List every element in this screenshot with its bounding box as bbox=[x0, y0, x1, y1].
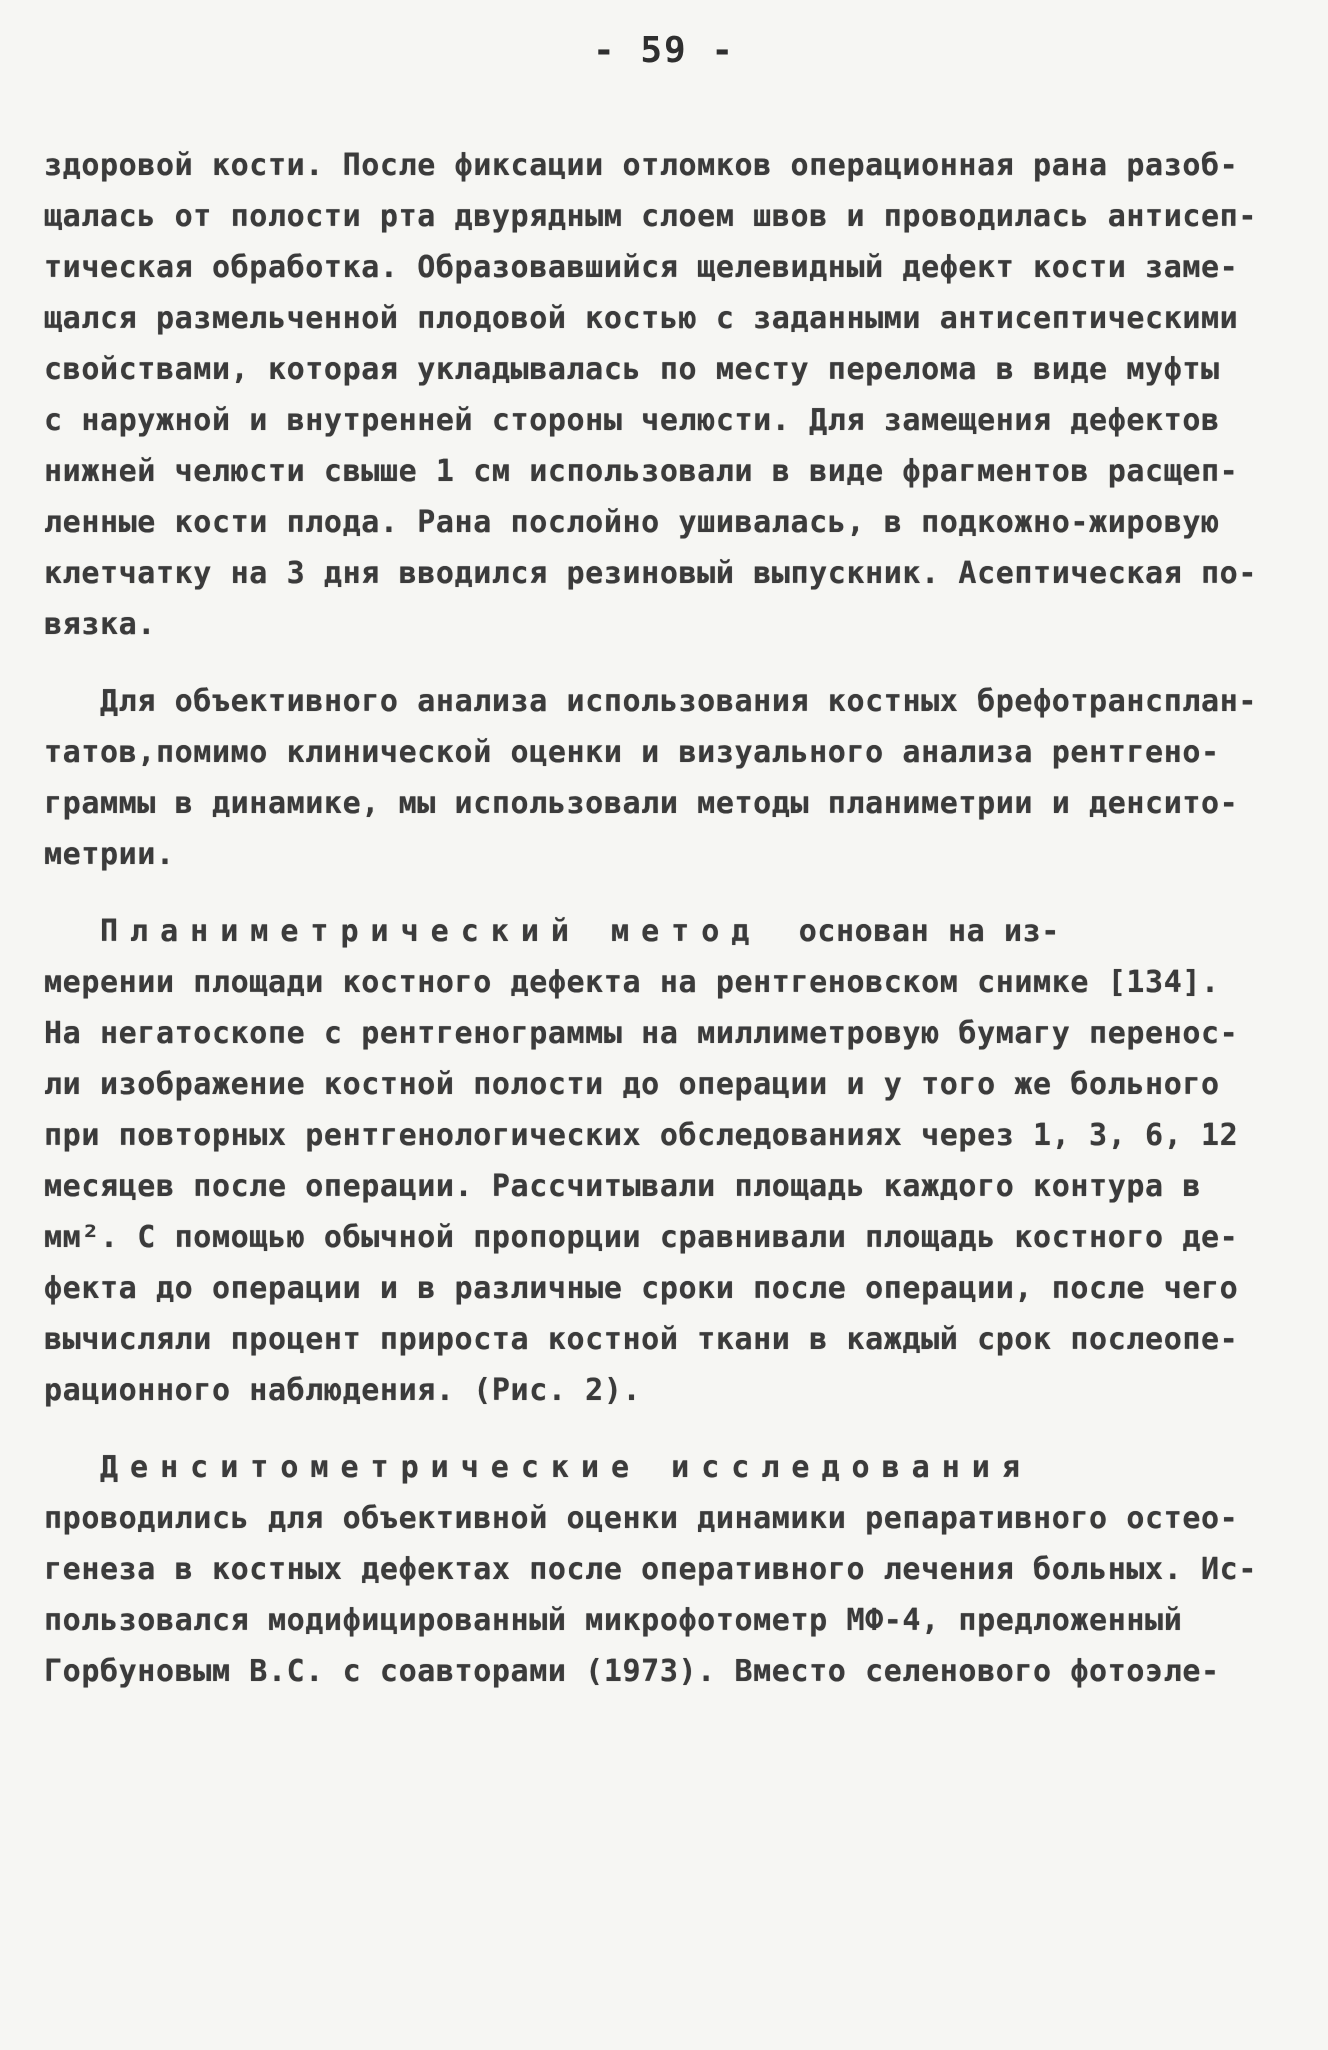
text-line: вычисляли процент прироста костной ткани в каждый срок послеопе- bbox=[44, 1322, 1239, 1357]
text-line: при повторных рентгенологических обследованиях через 1, 3, 6, 12 bbox=[44, 1118, 1239, 1153]
text-line: мм². С помощью обычной пропорции сравнивали площадь костного де- bbox=[44, 1220, 1239, 1255]
paragraph-lead-line bbox=[44, 906, 1284, 957]
lead-line-rest: основан на из- bbox=[798, 914, 1060, 949]
paragraph-4 bbox=[44, 1442, 1284, 1697]
paragraph-lead-line bbox=[44, 1442, 1284, 1493]
text-line: граммы в динамике, мы использовали методы планиметрии и денсито- bbox=[44, 786, 1239, 821]
text-line: проводились для объективной оценки динамики репаративного остео- bbox=[44, 1501, 1239, 1536]
text-line: рационного наблюдения. (Рис. 2). bbox=[44, 1373, 642, 1408]
text-line: клетчатку на 3 дня вводился резиновый выпускник. Асептическая по- bbox=[44, 556, 1257, 591]
text-line: тическая обработка. Образовавшийся щелевидный дефект кости заме- bbox=[44, 250, 1239, 285]
section-lead-term: Денситометрические исследования bbox=[100, 1450, 1032, 1485]
text-line: пользовался модифицированный микрофотометр МФ-4, предложенный bbox=[44, 1603, 1183, 1638]
text-line: ленные кости плода. Рана послойно ушивалась, в подкожно-жировую bbox=[44, 505, 1220, 540]
body-text bbox=[44, 140, 1284, 1697]
section-lead-term: Планиметрический метод bbox=[100, 914, 762, 949]
paragraph-1 bbox=[44, 140, 1284, 650]
text-line: метрии. bbox=[44, 837, 175, 872]
text-line: Горбуновым В.С. с соавторами (1973). Вместо селенового фотоэле- bbox=[44, 1654, 1220, 1689]
text-line: генеза в костных дефектах после оперативного лечения больных. Ис- bbox=[44, 1552, 1257, 1587]
page-number: - 59 - bbox=[592, 30, 736, 71]
text-line: здоровой кости. После фиксации отломков операционная рана разоб- bbox=[44, 148, 1239, 183]
text-line: свойствами, которая укладывалась по месту перелома в виде муфты bbox=[44, 352, 1220, 387]
text-line: фекта до операции и в различные сроки после операции, после чего bbox=[44, 1271, 1239, 1306]
text-line: мерении площади костного дефекта на рентгеновском снимке [134]. bbox=[44, 965, 1220, 1000]
text-line: Для объективного анализа использования костных брефотрансплан- bbox=[100, 684, 1258, 719]
text-line: щался размельченной плодовой костью с заданными антисептическими bbox=[44, 301, 1239, 336]
text-line: вязка. bbox=[44, 607, 156, 642]
paragraph-2 bbox=[44, 676, 1284, 880]
paragraph-3 bbox=[44, 906, 1284, 1416]
text-line: нижней челюсти свыше 1 см использовали в виде фрагментов расщеп- bbox=[44, 454, 1239, 489]
text-line: ли изображение костной полости до операции и у того же больного bbox=[44, 1067, 1220, 1102]
text-line: с наружной и внутренней стороны челюсти. Для замещения дефектов bbox=[44, 403, 1220, 438]
text-line: татов,помимо клинической оценки и визуального анализа рентгено- bbox=[44, 735, 1220, 770]
text-line: На негатоскопе с рентгенограммы на миллиметровую бумагу перенос- bbox=[44, 1016, 1239, 1051]
text-line: щалась от полости рта двурядным слоем швов и проводилась антисеп- bbox=[44, 199, 1257, 234]
text-line: месяцев после операции. Рассчитывали площадь каждого контура в bbox=[44, 1169, 1202, 1204]
